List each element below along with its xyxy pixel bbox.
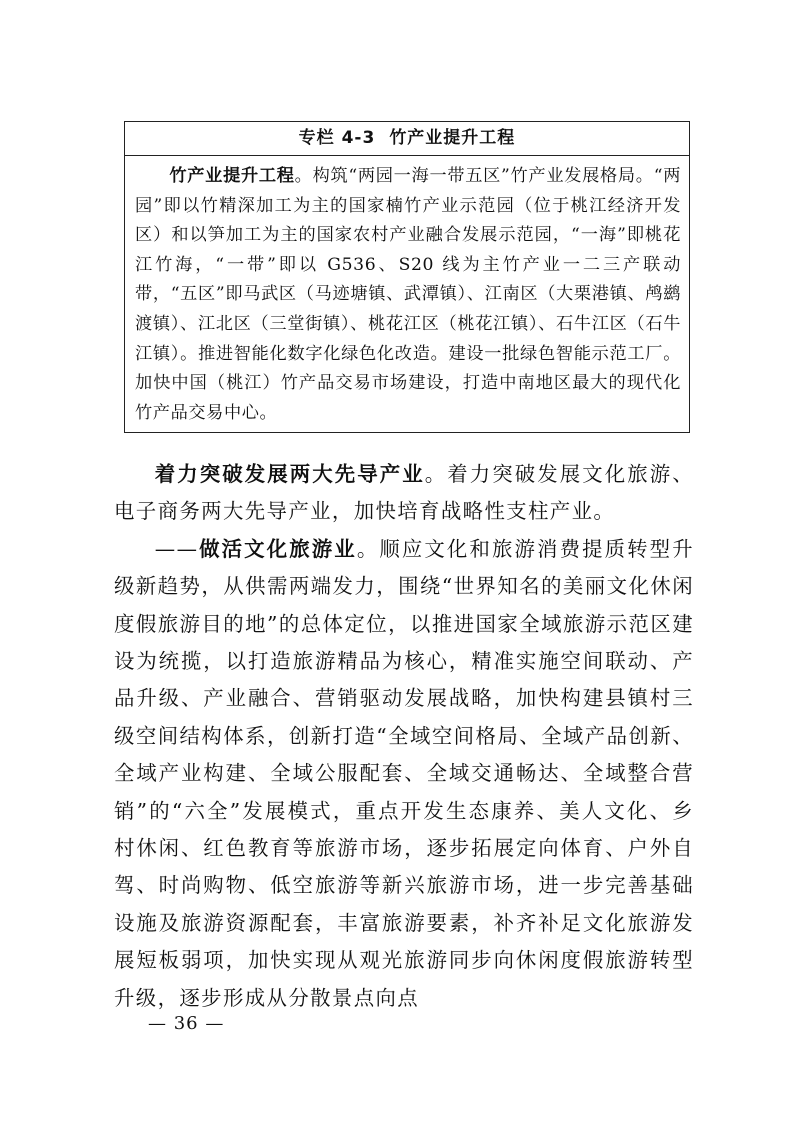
paragraph-lead: 做活文化旅游业 — [198, 536, 357, 561]
paragraph-body: 。着力突破发展文化旅游、电子商务两大先导产业，加快培育战略性支柱产业。 — [114, 462, 694, 524]
paragraph-culture-tourism — [114, 531, 694, 1017]
column-body — [125, 156, 689, 432]
column-lead: 竹产业提升工程 — [169, 166, 295, 186]
column-text: 。构筑“两园一海一带五区”竹产业发展格局。“两园”即以竹精深加工为主的国家楠竹产业示范园（位于桃江经济开发区）和以笋加工为主的国家农村产业融合发展示范园，“一海”即桃花江竹海，“一带”即以 G536、S20 线为主竹产业一二三产联动带，“五区”即马武区（马迹塘镇、武潭镇）、江南区（大栗港镇、鸬鹚渡镇）、江北区（三堂街镇）、桃花江区（桃花江镇）、石牛江区（石牛江镇）。推进智能化数字化绿色化改造。建设一批绿色智能示范工厂。加快中国（桃江）竹产品交易市场建设，打造中南地区最大的现代化竹产品交易中心。 — [135, 166, 681, 423]
paragraph-pilot-industries — [114, 456, 694, 531]
column-title — [125, 122, 689, 156]
paragraph-prefix: —— — [154, 536, 199, 561]
paragraph-body: 。顺应文化和旅游消费提质转型升级新趋势，从供需两端发力，围绕“世界知名的美丽文化休闲度假旅游目的地”的总体定位，以推进国家全域旅游示范区建设为统揽，以打造旅游精品为核心，精准实施空间联动、产品升级、产业融合、营销驱动发展战略，加快构建县镇村三级空间结构体系，创新打造“全域空间格局、全域产品创新、全域产业构建、全域公服配套、全域交通畅达、全域整合营销”的“六全”发展模式，重点开发生态康养、美人文化、乡村休闲、红色教育等旅游市场，逐步拓展定向体育、户外自驾、时尚购物、低空旅游等新兴旅游市场，进一步完善基础设施及旅游资源配套，丰富旅游要素，补齐补足文化旅游发展短板弱项，加快实现从观光旅游同步向休闲度假旅游转型升级，逐步形成从分散景点向点 — [114, 536, 694, 1010]
page-number: — 36 — — [148, 1013, 225, 1034]
main-text — [114, 456, 694, 1017]
column-box — [124, 121, 690, 433]
column-number: 专栏 4-3 — [298, 128, 376, 148]
column-title-text: 竹产业提升工程 — [389, 128, 516, 148]
paragraph-lead: 着力突破发展两大先导产业 — [154, 462, 425, 486]
